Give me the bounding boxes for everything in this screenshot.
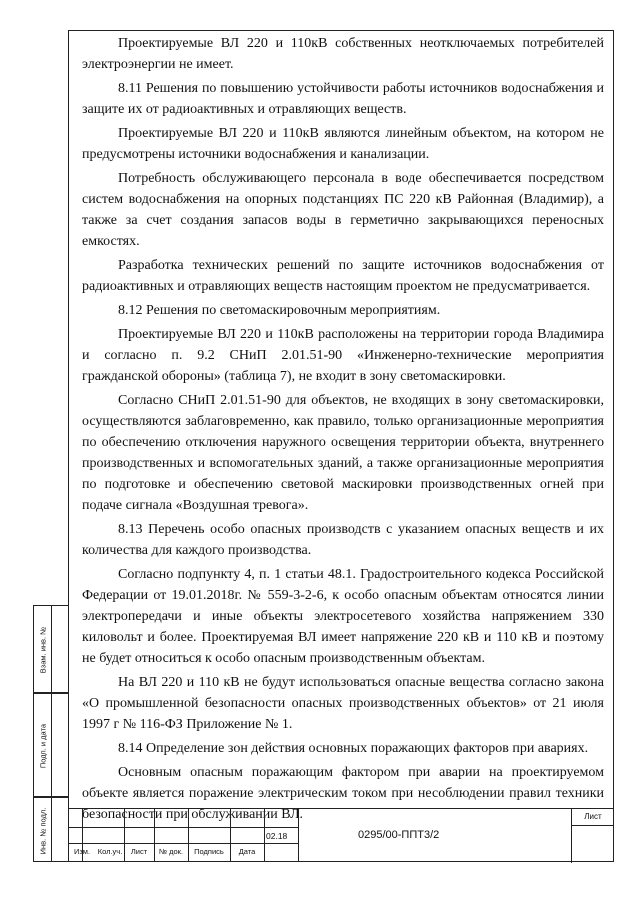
- paragraph: На ВЛ 220 и 110 кВ не будут использоваться опасные вещества согласно закона «О промышленной безопасности опасных производственных объектов» от 21 июля 1997 г № 116-ФЗ Приложение № 1.: [82, 675, 604, 732]
- section-heading-8-12: 8.12 Решения по светомаскировочным мероприятиям.: [118, 303, 441, 318]
- paragraph: Проектируемые ВЛ 220 и 110кВ расположены на территории города Владимира и согласно п. 9.2 СНиП 2.01.51-90 «Инженерно-технические мероприятия гражданской обороны» (таблица 7), не входит в зону светомаскировки.: [82, 327, 604, 384]
- paragraph: Проектируемые ВЛ 220 и 110кВ собственных неотключаемых потребителей электроэнергии не имеет.: [82, 36, 604, 72]
- paragraph: Проектируемые ВЛ 220 и 110кВ являются линейным объектом, на котором не предусмотрены источники водоснабжения и канализации.: [82, 126, 604, 162]
- sheet-label: Лист: [572, 809, 614, 826]
- sheet-number-box: [571, 809, 614, 863]
- doc-code-cell: [298, 809, 614, 863]
- paragraph: Основным опасным поражающим фактором при аварии на проектируемом объекте является поражение электрическим током при несоблюдении правил техники безопасности при обслуживании ВЛ.: [82, 765, 604, 822]
- paragraph: Согласно СНиП 2.01.51-90 для объектов, не входящих в зону светомаскировки, осуществляются заблаговременно, как правило, только организационные мероприятия по обеспечению отключения наружного освещения территории объекта, внутреннего производственных и вспомогательных зданий, а также организационные мероприятия по подготовке и обеспечению световой маскировки производственных огней при подаче сигнала «Воздушная тревога».: [82, 393, 604, 513]
- col-podpis: Подпись: [194, 847, 224, 856]
- side-stamp-inv: [33, 797, 68, 862]
- side-stamp-vzam: [33, 605, 68, 693]
- paragraph: Разработка технических решений по защите источников водоснабжения от радиоактивных и отравляющих веществ настоящим проектом не предусматривается.: [82, 258, 604, 294]
- paragraph: Потребность обслуживающего персонала в воде обеспечивается посредством систем водоснабжения на опорных подстанциях ПС 220 кВ Районная (Владимир), а также за счет создания запасов воды в герметично закрывающихся переносных емкостях.: [82, 171, 604, 249]
- col-kolvo: Кол.уч.: [97, 847, 123, 856]
- side-label-vzam: Взам. инв. №: [38, 626, 47, 674]
- section-heading-8-14: 8.14 Определение зон действия основных поражающих факторов при авариях.: [118, 741, 589, 756]
- col-data: Дата: [238, 847, 256, 856]
- side-label-podp: Подп. и дата: [38, 723, 47, 769]
- title-block: [68, 808, 614, 862]
- date-value: 02.18: [266, 831, 288, 841]
- side-stamp-podp: [33, 693, 68, 797]
- body-text: [82, 33, 604, 825]
- side-label-inv: Инв. № подл.: [38, 807, 47, 854]
- col-izm: Изм.: [73, 847, 91, 856]
- paragraph: Согласно подпункту 4, п. 1 статьи 48.1. Градостроительного кодекса Российской Федерации от 19.01.2018г. № 559-3-2-6, к особо опасным объектам относятся линии электропередачи и иные объекты электросетевого хозяйства напряжением 330 киловольт и более. Проектируемая ВЛ имеет напряжение 220 кВ и 110 кВ и поэтому не будет относиться к особо опасным производственным объектам.: [82, 567, 604, 666]
- col-ndok: № док.: [158, 847, 184, 856]
- col-list: Лист: [130, 847, 148, 856]
- section-heading-8-11: 8.11 Решения по повышению устойчивости работы источников водоснабжения и защите их от радиоактивных и отравляющих веществ.: [82, 81, 604, 117]
- doc-code: 0295/00-ППТ3/2: [358, 829, 440, 841]
- section-heading-8-13: 8.13 Перечень особо опасных производств с указанием опасных веществ и их количества для каждого производства.: [82, 522, 604, 558]
